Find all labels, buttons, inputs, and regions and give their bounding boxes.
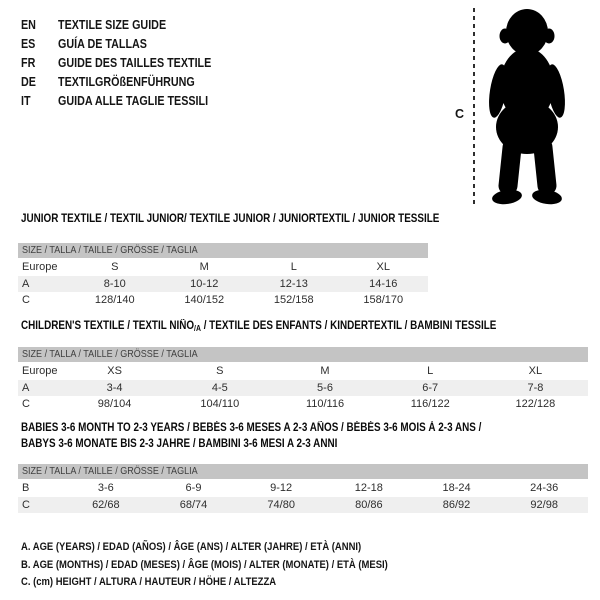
size-column-header: M [320,365,330,377]
size-cell: 7-8 [527,382,544,394]
language-label: GUÍA DE TALLAS [58,37,147,51]
table-row [18,362,588,380]
table-row [18,276,428,292]
table-row [18,258,428,276]
table-row [18,497,588,513]
size-cell: 12-18 [354,482,383,494]
size-column-header: S [216,365,224,377]
size-cell: 74/80 [267,499,295,511]
footnote-b: B. AGE (MONTHS) / EDAD (MESES) / ÂGE (MOIS) / ALTER (MONATE) / ETÀ (MESI) [21,558,388,571]
size-header-bar: SIZE / TALLA / TAILLE / GRÖSSE / TAGLIA [18,243,428,258]
language-code: DE [21,75,36,89]
size-cell: 104/110 [200,398,240,410]
size-cell: 12-13 [279,278,308,290]
size-cell: 3-6 [97,482,114,494]
region-label: Europe [22,261,58,273]
size-cell: 4-5 [211,382,228,394]
babies-section-title: BABIES 3-6 MONTH TO 2-3 YEARS / BEBÉS 3-6 MESES A 2-3 AÑOS / BÉBÉS 3-6 MOIS À 2-3 ANS / BABYS 3-6 MONATE BIS 2-3 JAHRE / BAMBINI 3-6 MESI A 2-3 ANNI [21,422,482,450]
size-cell: 80/86 [355,499,383,511]
language-code: FR [21,56,36,70]
row-label: B [22,482,30,494]
size-cell: 152/158 [273,294,314,306]
size-cell: 140/152 [184,294,225,306]
table-row [18,479,588,497]
size-cell: 98/104 [97,398,132,410]
language-row [21,16,236,35]
toddler-silhouette [482,5,577,207]
language-label: GUIDA ALLE TAGLIE TESSILI [58,94,209,108]
size-cell: 18-24 [442,482,471,494]
size-header-bar: SIZE / TALLA / TAILLE / GRÖSSE / TAGLIA [18,464,588,479]
row-label: C [22,294,30,306]
language-label: GUIDE DES TAILLES TEXTILE [58,56,212,70]
row-label: C [22,398,30,410]
size-cell: 110/116 [305,398,345,410]
size-cell: 6-7 [422,382,439,394]
size-column-header: L [290,261,297,273]
language-row [21,35,236,54]
size-cell: 116/122 [410,398,450,410]
size-cell: 8-10 [103,278,126,290]
size-column-header: XL [528,365,543,377]
size-column-header: XL [376,261,390,273]
size-cell: 86/92 [442,499,471,511]
row-label: A [22,278,30,290]
language-code: EN [21,18,36,32]
size-cell: 5-6 [317,382,333,394]
language-code: ES [21,37,36,51]
height-marker-label: C [455,107,465,121]
size-cell: 158/170 [363,294,404,306]
size-cell: 122/128 [515,398,556,410]
size-cell: 128/140 [94,294,135,306]
size-cell: 14-16 [369,278,398,290]
babies-size-table [18,464,588,513]
footnotes-block [21,539,448,592]
height-dashed-line [473,8,475,208]
table-row [18,396,588,412]
language-title-block [21,16,236,111]
size-cell: 6-9 [185,482,202,494]
row-label: C [22,499,30,511]
language-row [21,73,236,92]
children-size-table [18,347,588,412]
language-label: TEXTILGRÖßENFÜHRUNG [58,75,195,89]
row-label: A [22,382,30,394]
table-row [18,292,428,308]
language-row [21,92,236,111]
footnote-a: A. AGE (YEARS) / EDAD (AÑOS) / ÂGE (ANS) / ALTER (JAHRE) / ETÀ (ANNI) [21,541,362,553]
language-code: IT [21,94,31,108]
language-label: TEXTILE SIZE GUIDE [58,18,167,32]
table-row [18,380,588,396]
size-header-bar: SIZE / TALLA / TAILLE / GRÖSSE / TAGLIA [18,347,588,362]
size-cell: 68/74 [179,499,208,511]
size-column-header: XS [107,365,122,377]
size-column-header: S [111,261,119,273]
size-cell: 24-36 [530,482,559,494]
region-label: Europe [22,365,58,377]
footnote-c: C. (cm) HEIGHT / ALTURA / HAUTEUR / HÖHE / ALTEZZA [21,576,277,588]
size-cell: 92/98 [530,499,558,511]
language-row [21,54,236,73]
size-cell: 9-12 [270,482,293,494]
size-column-header: M [199,261,209,273]
size-cell: 3-4 [106,382,123,394]
size-cell: 62/68 [92,499,120,511]
size-column-header: L [427,365,434,377]
junior-size-table [18,243,428,308]
junior-section-title: JUNIOR TEXTILE / TEXTIL JUNIOR/ TEXTILE JUNIOR / JUNIORTEXTIL / JUNIOR TESSILE [21,213,440,225]
size-cell: 10-12 [190,278,219,290]
title-subscript: /A [194,324,201,333]
children-section-title: CHILDREN'S TEXTILE / TEXTIL $NIÑO_{/A}$ / TEXTILE DES ENFANTS / KINDERTEXTIL / BAMBINI TESSILE [21,320,497,333]
